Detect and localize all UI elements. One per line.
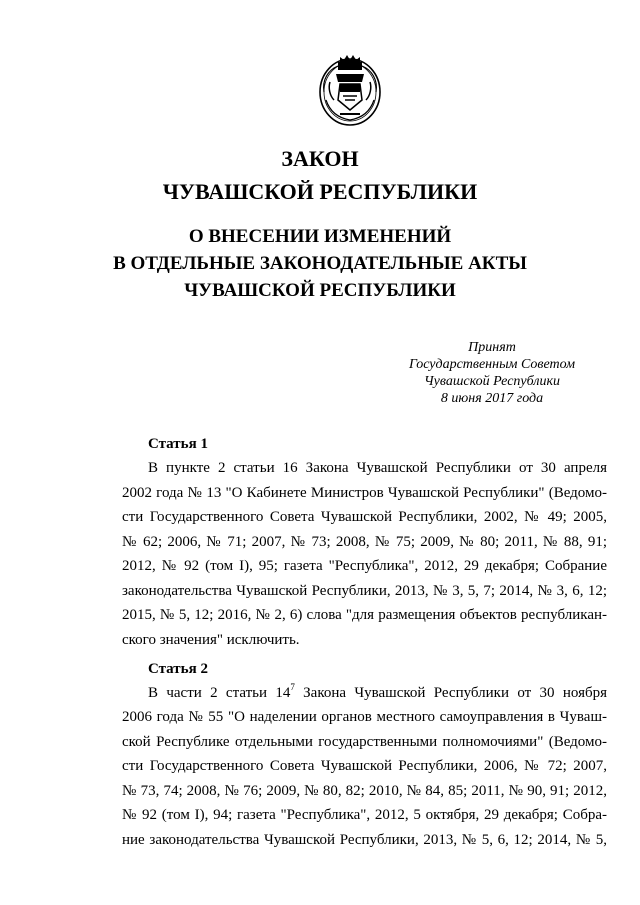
- adoption-date: 8 июня 2017 года: [440, 391, 544, 406]
- article-text-line: 2002 года № 13 "О Кабинете Министров Чувашской Республики" (Ведомо-: [122, 485, 607, 501]
- law-subtitle-line: ЧУВАШСКОЙ РЕСПУБЛИКИ: [184, 280, 456, 301]
- superscript-article-number: 7: [290, 682, 295, 692]
- article-text-line: 2006 года № 55 "О наделении органов местного самоуправления в Чуваш-: [122, 709, 607, 725]
- chuvash-republic-emblem-icon: [316, 52, 384, 128]
- adoption-line: Принят: [468, 340, 516, 355]
- article-text-line: № 62; 2006, № 71; 2007, № 73; 2008, № 75; 2009, № 80; 2011, № 88, 91;: [122, 534, 607, 550]
- article-text-line: В пункте 2 статьи 16 Закона Чувашской Республики от 30 апреля: [148, 460, 607, 476]
- law-subtitle-line: В ОТДЕЛЬНЫЕ ЗАКОНОДАТЕЛЬНЫЕ АКТЫ: [113, 253, 527, 274]
- law-title-republic: ЧУВАШСКОЙ РЕСПУБЛИКИ: [162, 179, 478, 204]
- article-text-line: [148, 683, 607, 703]
- article-text-line: 2012, № 92 (том I), 95; газета "Республика", 2012, 29 декабря; Собрание: [122, 558, 607, 574]
- article-heading: Статья 1: [148, 436, 208, 452]
- article-text-line: ние законодательства Чувашской Республики, 2013, № 5, 6, 12; 2014, № 5,: [122, 832, 607, 848]
- article-text-line: ской Республике отдельными государственными полномочиями" (Ведомо-: [122, 734, 607, 750]
- article-text-line: ского значения" исключить.: [122, 632, 300, 648]
- adoption-line: Государственным Советом: [408, 357, 576, 372]
- article-text-line: 2015, № 5, 12; 2016, № 2, 6) слова "для размещения объектов республикан-: [122, 607, 607, 623]
- article-text-line: законодательства Чувашской Республики, 2013, № 3, 5, 7; 2014, № 3, 6, 12;: [122, 583, 607, 599]
- article-text-line: сти Государственного Совета Чувашской Республики, 2002, № 49; 2005,: [122, 509, 607, 525]
- law-subtitle-line: О ВНЕСЕНИИ ИЗМЕНЕНИЙ: [188, 226, 452, 247]
- article-text-part: В части 2 статьи 14: [148, 685, 291, 701]
- article-text-line: сти Государственного Совета Чувашской Республики, 2006, № 72; 2007,: [122, 758, 607, 774]
- adoption-line: Чувашской Республики: [424, 374, 560, 389]
- article-text-line: № 73, 74; 2008, № 76; 2009, № 80, 82; 2010, № 84, 85; 2011, № 90, 91; 2012,: [122, 783, 607, 799]
- law-title: ЗАКОН: [281, 146, 359, 171]
- article-heading: Статья 2: [148, 661, 208, 677]
- article-text-part: Закона Чувашской Республики от 30 ноября: [294, 685, 607, 701]
- article-text-line: № 92 (том I), 94; газета "Республика", 2012, 5 октября, 29 декабря; Собра-: [122, 807, 607, 823]
